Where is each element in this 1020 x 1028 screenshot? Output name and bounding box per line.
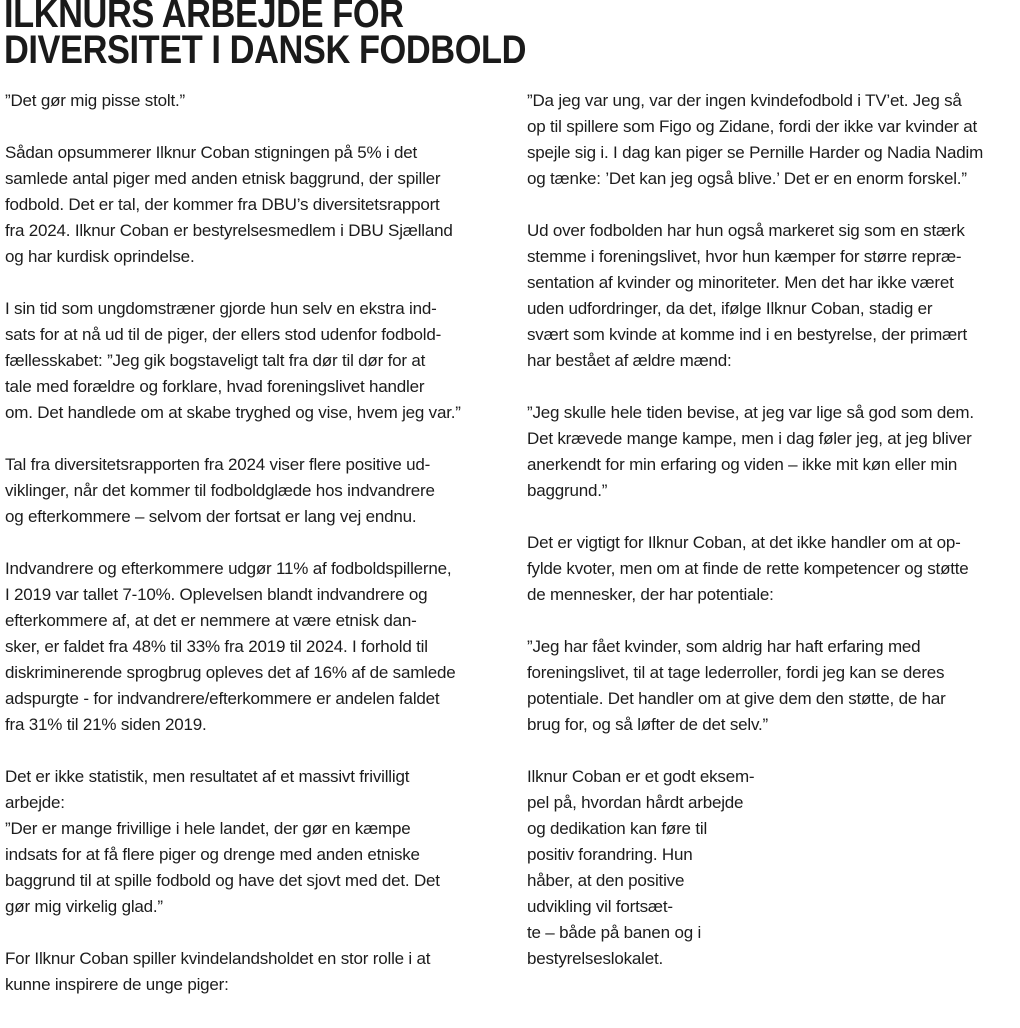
paragraph-line: ”Jeg har fået kvinder, som aldrig har haft erfaring med bbox=[527, 637, 921, 656]
paragraph-line: sats for at nå ud til de piger, der ellers stod udenfor fodbold- bbox=[5, 325, 442, 344]
paragraph bbox=[5, 556, 505, 738]
paragraph-line: op til spillere som Figo og Zidane, fordi der ikke var kvinder at bbox=[527, 117, 977, 136]
title-line: ILKNURS ARBEJDE FOR bbox=[4, 0, 404, 36]
paragraph-line: potentiale. Det handler om at give dem den støtte, de har bbox=[527, 689, 946, 708]
paragraph bbox=[527, 764, 1020, 972]
paragraph-line: bestyrelseslokalet. bbox=[527, 949, 664, 968]
paragraph bbox=[527, 218, 1020, 374]
paragraph-line: har bestået af ældre mænd: bbox=[527, 351, 732, 370]
paragraph-line: ”Der er mange frivillige i hele landet, der gør en kæmpe bbox=[5, 819, 411, 838]
paragraph-line: og dedikation kan føre til bbox=[527, 819, 708, 838]
right-column bbox=[527, 88, 1020, 998]
paragraph-line: Ud over fodbolden har hun også markeret sig som en stærk bbox=[527, 221, 965, 240]
paragraph-line: svært som kvinde at komme ind i en bestyrelse, der primært bbox=[527, 325, 967, 344]
paragraph-line: og har kurdisk oprindelse. bbox=[5, 247, 195, 266]
paragraph-line: Det krævede mange kampe, men i dag føler jeg, at jeg bliver bbox=[527, 429, 972, 448]
paragraph bbox=[5, 88, 505, 114]
paragraph-line: fylde kvoter, men om at finde de rette kompetencer og støtte bbox=[527, 559, 969, 578]
paragraph-line: kunne inspirere de unge piger: bbox=[5, 975, 229, 994]
paragraph-line: baggrund til at spille fodbold og have det sjovt med det. Det bbox=[5, 871, 440, 890]
paragraph-line: I 2019 var tallet 7-10%. Oplevelsen blandt indvandrere og bbox=[5, 585, 428, 604]
paragraph-line: Sådan opsummerer Ilknur Coban stigningen på 5% i det bbox=[5, 143, 418, 162]
paragraph-line: viklinger, når det kommer til fodboldglæde hos indvandrere bbox=[5, 481, 435, 500]
paragraph-line: udvikling vil fortsæt- bbox=[527, 897, 673, 916]
paragraph bbox=[5, 764, 505, 920]
paragraph-line: fællesskabet: ”Jeg gik bogstaveligt talt fra dør til dør for at bbox=[5, 351, 426, 370]
paragraph-line: indsats for at få flere piger og drenge med anden etniske bbox=[5, 845, 420, 864]
paragraph-line: For Ilknur Coban spiller kvindelandsholdet en stor rolle i at bbox=[5, 949, 431, 968]
paragraph-line: brug for, og så løfter de det selv.” bbox=[527, 715, 768, 734]
paragraph-line: gør mig virkelig glad.” bbox=[5, 897, 163, 916]
paragraph-line: håber, at den positive bbox=[527, 871, 685, 890]
paragraph bbox=[5, 296, 505, 426]
paragraph bbox=[527, 88, 1020, 192]
paragraph-line: ”Jeg skulle hele tiden bevise, at jeg var lige så god som dem. bbox=[527, 403, 974, 422]
paragraph-line: pel på, hvordan hårdt arbejde bbox=[527, 793, 744, 812]
paragraph-line: samlede antal piger med anden etnisk baggrund, der spiller bbox=[5, 169, 441, 188]
paragraph-line: foreningslivet, til at tage lederroller, fordi jeg kan se deres bbox=[527, 663, 945, 682]
paragraph-line: te – både på banen og i bbox=[527, 923, 702, 942]
paragraph-line: positiv forandring. Hun bbox=[527, 845, 693, 864]
paragraph-line: Det er ikke statistik, men resultatet af et massivt frivilligt bbox=[5, 767, 410, 786]
paragraph-line: spejle sig i. I dag kan piger se Pernille Harder og Nadia Nadim bbox=[527, 143, 984, 162]
paragraph-line: Ilknur Coban er et godt eksem- bbox=[527, 767, 755, 786]
paragraph-line: tale med forældre og forklare, hvad foreningslivet handler bbox=[5, 377, 425, 396]
paragraph-line: fra 31% til 21% siden 2019. bbox=[5, 715, 207, 734]
paragraph-line: arbejde: bbox=[5, 793, 65, 812]
paragraph-line: diskriminerende sprogbrug opleves det af 16% af de samlede bbox=[5, 663, 456, 682]
paragraph-line: Det er vigtigt for Ilknur Coban, at det ikke handler om at op- bbox=[527, 533, 961, 552]
paragraph-line: fra 2024. Ilknur Coban er bestyrelsesmedlem i DBU Sjælland bbox=[5, 221, 453, 240]
paragraph bbox=[5, 946, 505, 998]
paragraph-line: adspurgte - for indvandrere/efterkommere er andelen faldet bbox=[5, 689, 440, 708]
paragraph bbox=[527, 634, 1020, 738]
paragraph-line: ”Det gør mig pisse stolt.” bbox=[5, 91, 185, 110]
paragraph-line: og tænke: ’Det kan jeg også blive.’ Det er en enorm forskel.” bbox=[527, 169, 967, 188]
paragraph-line: Tal fra diversitetsrapporten fra 2024 viser flere positive ud- bbox=[5, 455, 431, 474]
paragraph bbox=[5, 452, 505, 530]
paragraph-line: og efterkommere – selvom der fortsat er lang vej endnu. bbox=[5, 507, 417, 526]
paragraph-line: stemme i foreningslivet, hvor hun kæmper for større repræ- bbox=[527, 247, 962, 266]
paragraph-line: Indvandrere og efterkommere udgør 11% af fodboldspillerne, bbox=[5, 559, 452, 578]
paragraph bbox=[527, 400, 1020, 504]
title-line: DIVERSITET I DANSK FODBOLD bbox=[4, 28, 527, 72]
paragraph bbox=[5, 140, 505, 270]
paragraph-line: uden udfordringer, da det, ifølge Ilknur Coban, stadig er bbox=[527, 299, 933, 318]
paragraph-line: sker, er faldet fra 48% til 33% fra 2019 til 2024. I forhold til bbox=[5, 637, 428, 656]
paragraph bbox=[527, 530, 1020, 608]
article-title bbox=[4, 0, 527, 72]
paragraph-line: baggrund.” bbox=[527, 481, 608, 500]
paragraph-line: I sin tid som ungdomstræner gjorde hun selv en ekstra ind- bbox=[5, 299, 437, 318]
paragraph-line: om. Det handlede om at skabe tryghed og vise, hvem jeg var.” bbox=[5, 403, 461, 422]
paragraph-line: de mennesker, der har potentiale: bbox=[527, 585, 774, 604]
paragraph-line: efterkommere af, at det er nemmere at være etnisk dan- bbox=[5, 611, 417, 630]
paragraph-line: sentation af kvinder og minoriteter. Men det har ikke været bbox=[527, 273, 954, 292]
paragraph-line: ”Da jeg var ung, var der ingen kvindefodbold i TV’et. Jeg så bbox=[527, 91, 962, 110]
paragraph-line: anerkendt for min erfaring og viden – ikke mit køn eller min bbox=[527, 455, 958, 474]
left-column bbox=[5, 88, 505, 1024]
paragraph-line: fodbold. Det er tal, der kommer fra DBU’s diversitetsrapport bbox=[5, 195, 440, 214]
